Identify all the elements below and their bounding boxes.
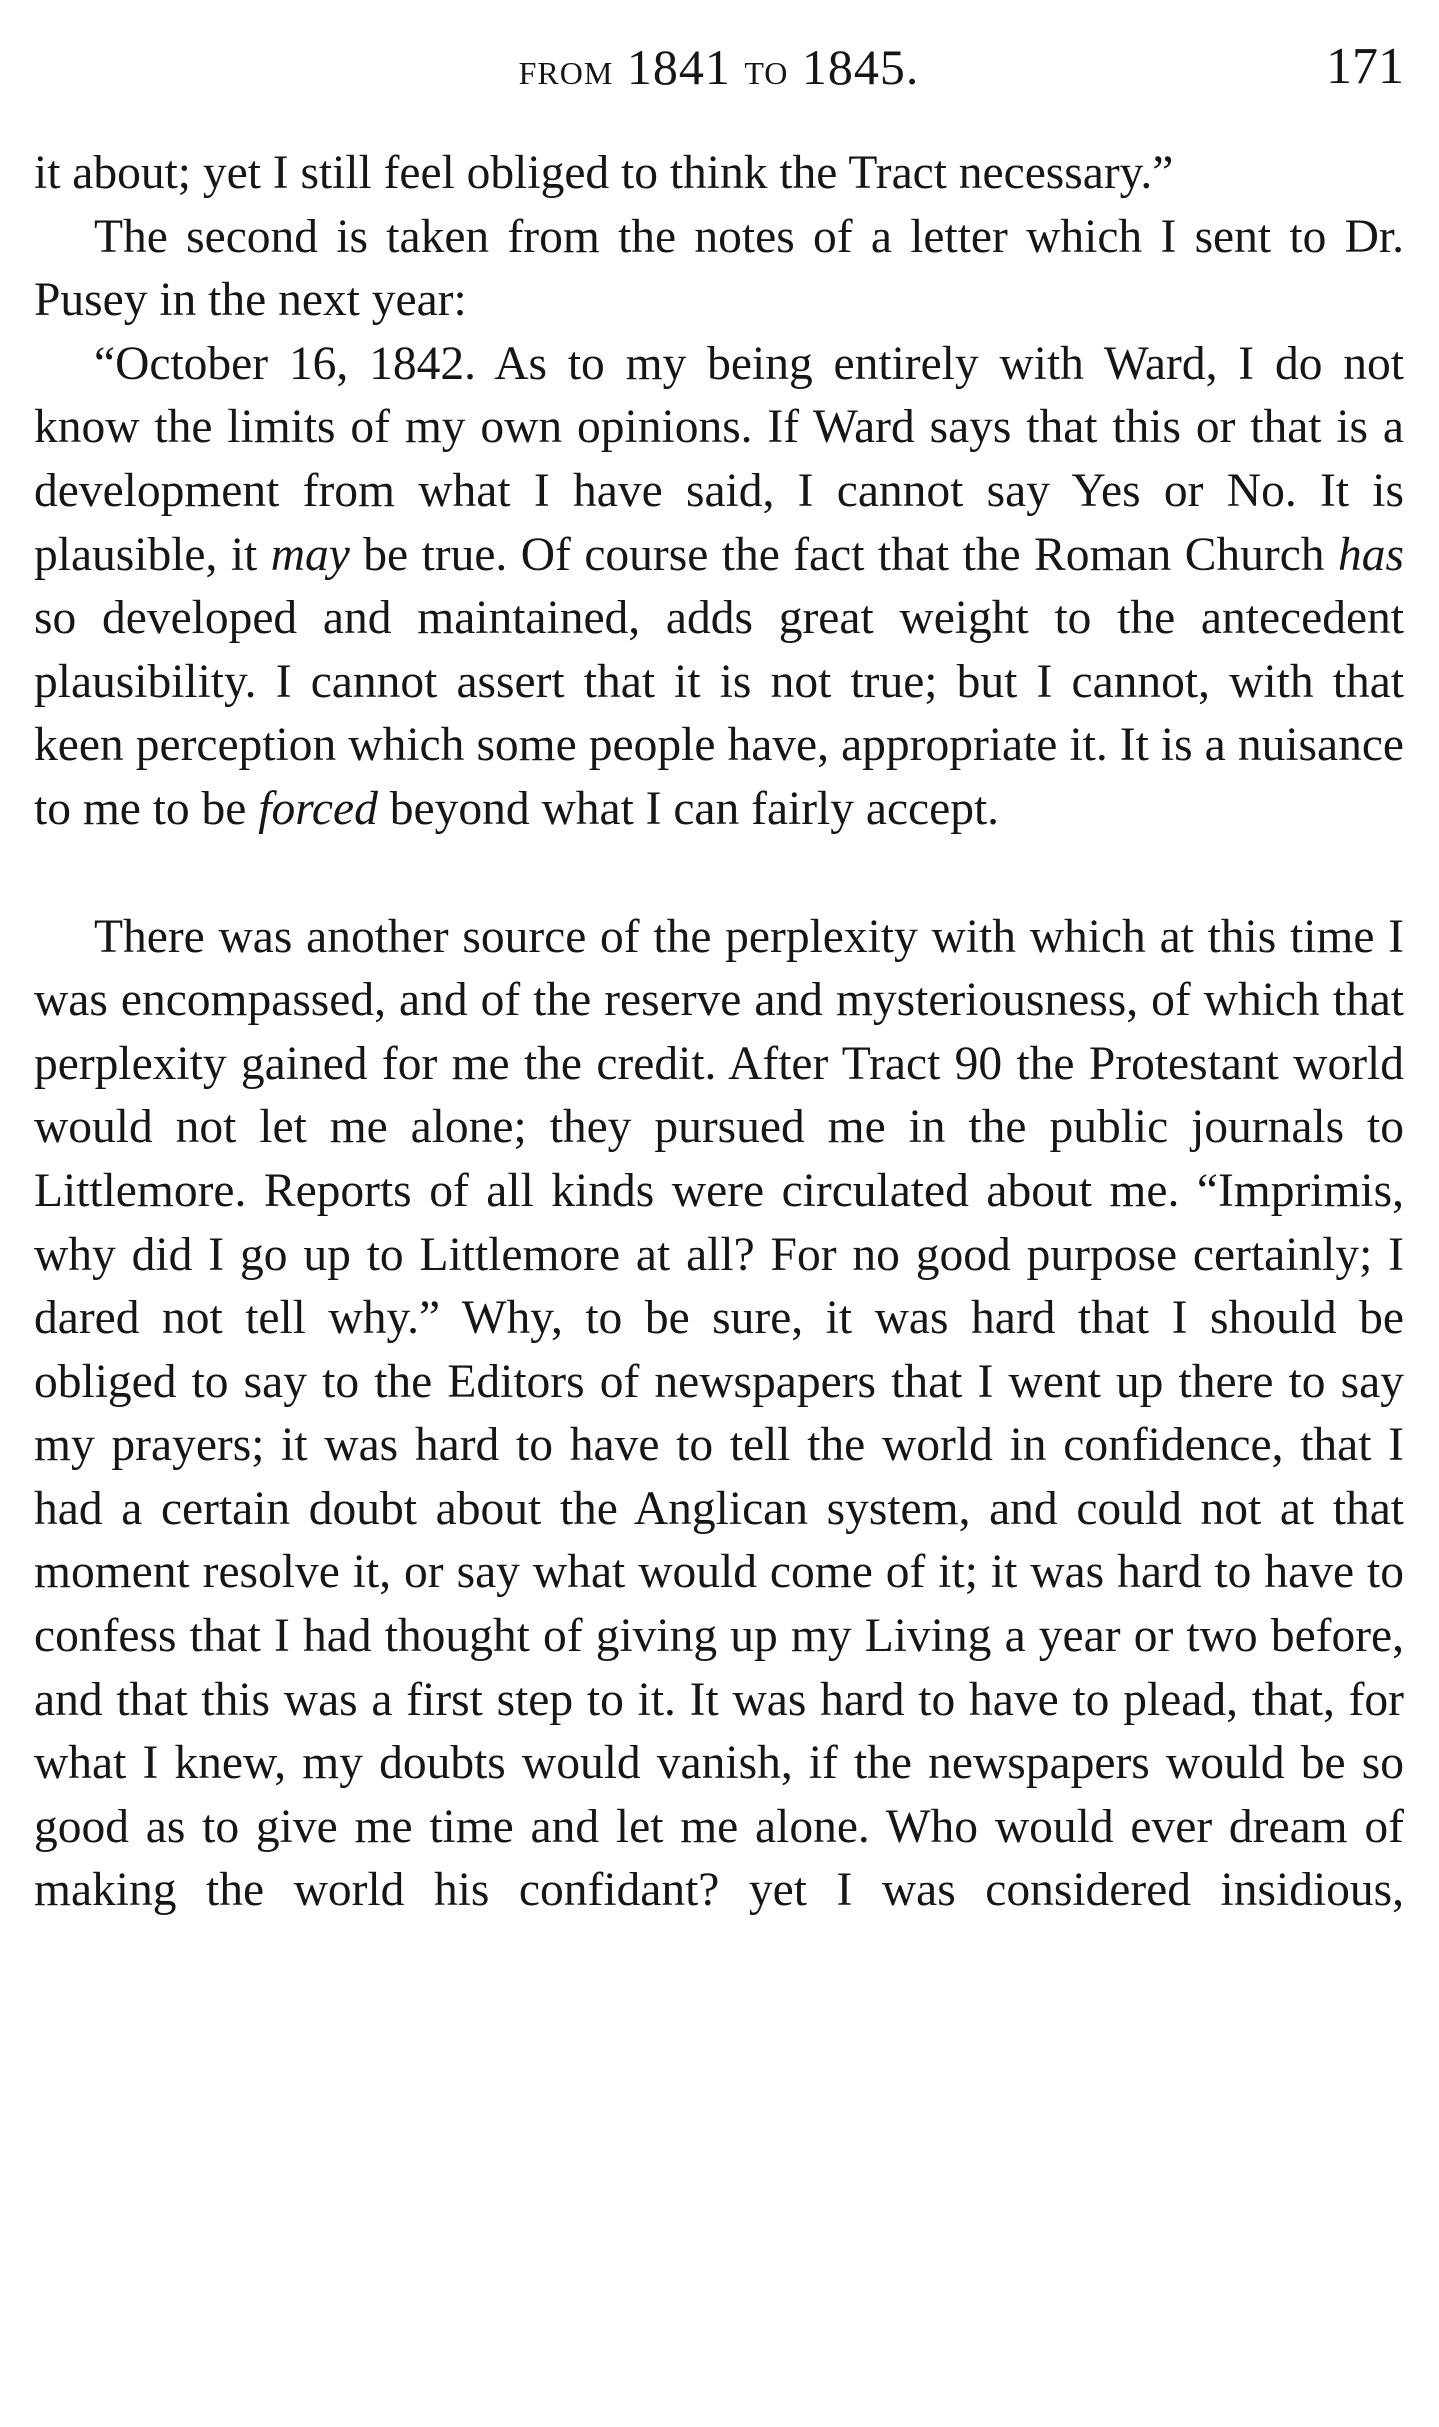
running-title-year-end: 1845. [801,39,920,95]
quote-italic-forced: forced [258,782,378,835]
quote-text-part-3: so developed and maintained, adds great weight to the antecedent plausibility. I cannot assert that it is not true; but I cannot, with that keen perception which some people have, appropriate it. It is a nuisance to me to be [34,592,1404,835]
running-head [34,32,1404,102]
running-title-year-start: 1841 [626,39,731,95]
paragraph-letter-intro: The second is taken from the notes of a letter which I sent to Dr. Pusey in the next year: [34,210,1404,327]
body-text [34,142,1404,1923]
quote-text-part-4: beyond what I can fairly accept. [377,782,1000,835]
quote-text-part-2: be true. Of course the fact that the Roman Church [349,528,1339,581]
quote-text-part-1: “October 16, 1842. As to my being entirely with Ward, I do not know the limits of my own opinions. If Ward says that this or that is a development from what I have said, I cannot say Yes or No. It is plausible, it [34,337,1404,581]
running-title-from: from [518,43,614,94]
quote-italic-has: has [1338,528,1405,581]
running-title [34,32,1404,104]
running-title-to: to [744,43,789,94]
section-gap [34,842,1404,906]
quote-italic-may: may [270,528,350,581]
page-number: 171 [1326,38,1404,95]
paragraph-continuation: it about; yet I still feel obliged to think the Tract necessary.” [34,147,1174,199]
paragraph-letter-quote [34,333,1404,842]
paragraph-perplexity: There was another source of the perplexity with which at this time I was encompassed, and of the reserve and mysteriousness, of which that perplexity gained for me the credit. After Tract 90 the Protestant world would not let me alone; they pursued me in the public journals to Littlemore. Reports of all kinds were circulated about me. “Imprimis, why did I go up to Littlemore at all? For no good purpose certainly; I dared not tell why.” Why, to be sure, it was hard that I should be obliged to say to the Editors of newspapers that I went up there to say my prayers; it was hard to have to tell the world in confidence, that I had a certain doubt about the Anglican system, and could not at that moment resolve it, or say what would come of it; it was hard to have to confess that I had thought of giving up my Living a year or two before, and that this was a first step to it. It was hard to have to plead, that, for what I knew, my doubts would vanish, if the newspapers would be so good as to give me time and let me alone. Who would ever dream of making the world his confidant? yet I was considered insidious, [34,910,1404,1917]
